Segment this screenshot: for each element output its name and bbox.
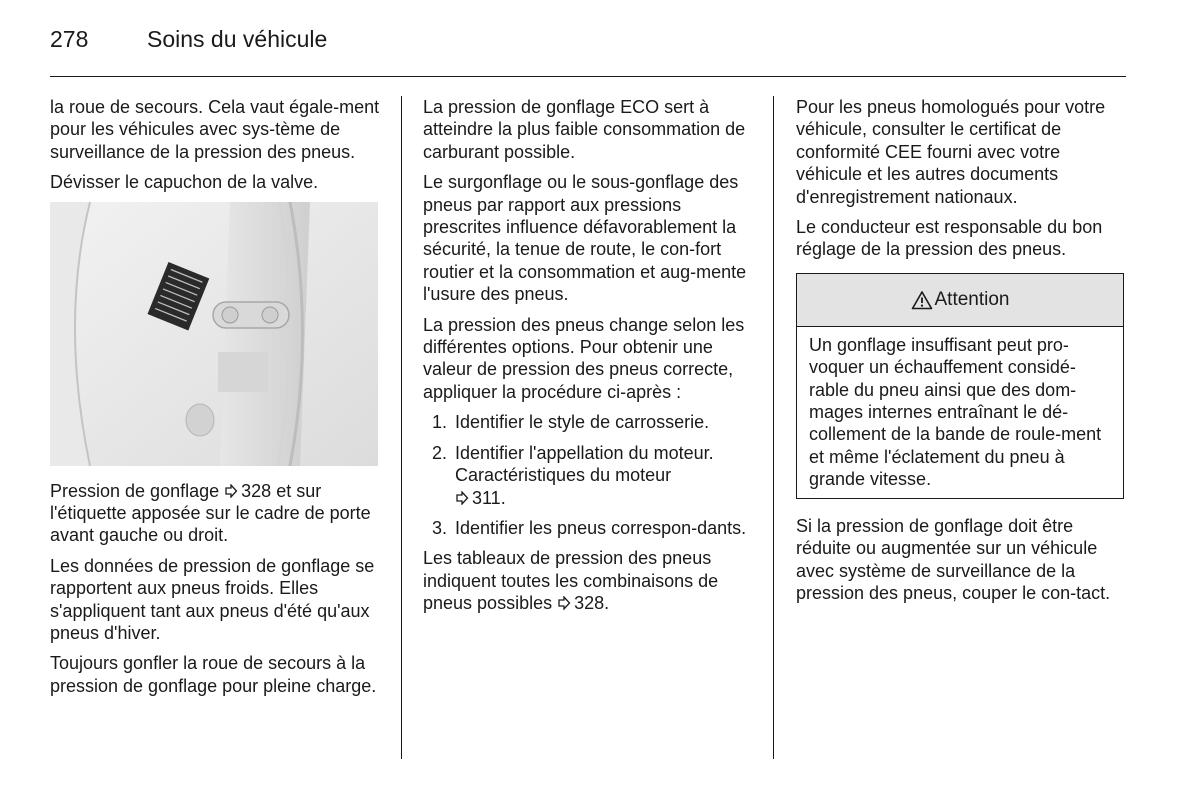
paragraph: la roue de secours. Cela vaut égale-ment pour les véhicules avec sys-tème de surveillance de la pression des pneus.	[50, 97, 380, 162]
page-number: 278	[50, 26, 89, 52]
paragraph: Toujours gonfler la roue de secours à la pression de gonflage pour pleine charge.	[50, 653, 377, 696]
list-item: 1. Identifier le style de carrosserie.	[432, 412, 710, 433]
list-item: 3. Identifier les pneus correspon-dants.	[432, 517, 747, 538]
paragraph: Pour les pneus homologués pour votre véhicule, consulter le certificat de conformité CEE fourni avec votre véhicule et les autres documents d'enregistrement nationaux.	[796, 97, 1106, 207]
page-reference: 328.	[574, 593, 610, 614]
paragraph: Le surgonflage ou le sous-gonflage des pneus par rapport aux pressions prescrites influence défavorablement la sécurité, la tenue de route, le con-fort routier et la consommation et aug-mente l'usure des pneus.	[423, 172, 747, 305]
paragraph: La pression de gonflage ECO sert à atteindre la plus faible consommation de carburant possible.	[423, 97, 746, 162]
page-reference: 311.	[472, 487, 506, 508]
list-item: 2. Identifier l'appellation du moteur. Caractéristiques du moteur 311.	[432, 442, 714, 508]
paragraph: Si la pression de gonflage doit être réduite ou augmentée sur un véhicule avec système de surveillance de la pression des pneus, couper le con-tact.	[796, 515, 1111, 603]
warning-title: Attention	[934, 288, 1010, 310]
paragraph: Le conducteur est responsable du bon réglage de la pression des pneus.	[796, 217, 1103, 260]
page-reference-icon	[455, 491, 469, 505]
column-divider	[773, 96, 774, 759]
paragraph: Dévisser le capuchon de la valve.	[50, 172, 319, 193]
warning-header	[797, 274, 1123, 327]
page-reference-icon	[224, 484, 238, 498]
warning-triangle-icon	[911, 290, 933, 310]
page-reference: 328	[241, 480, 272, 501]
chapter-title: Soins du véhicule	[147, 26, 328, 52]
procedure-list	[423, 411, 756, 539]
page-reference-icon	[557, 596, 571, 610]
column-2	[423, 96, 756, 623]
page-header	[50, 24, 1126, 77]
paragraph: Les tableaux de pression des pneus indiquent toutes les combinaisons de pneus possibles 328.	[423, 548, 719, 614]
warning-box	[796, 273, 1124, 499]
paragraph: Pression de gonflage 328 et sur l'étiquette apposée sur le cadre de porte avant gauche ou droit.	[50, 480, 371, 546]
column-divider	[401, 96, 402, 759]
warning-text: Un gonflage insuffisant peut pro-voquer un échauffement considé-rable du pneu ainsi que des dom-mages internes entraînant le dé-collement de la bande de roule-ment et même l'éclatement du pneu à grande vitesse.	[809, 334, 1102, 490]
paragraph: La pression des pneus change selon les différentes options. Pour obtenir une valeur de pression des pneus correcte, appliquer la procédure ci-après :	[423, 314, 745, 402]
column-3	[796, 96, 1128, 612]
column-1	[50, 96, 380, 705]
paragraph: Les données de pression de gonflage se rapportent aux pneus froids. Elles s'appliquent tant aux pneus d'été qu'aux pneus d'hiver.	[50, 555, 375, 644]
door-frame-label-illustration	[50, 202, 378, 466]
